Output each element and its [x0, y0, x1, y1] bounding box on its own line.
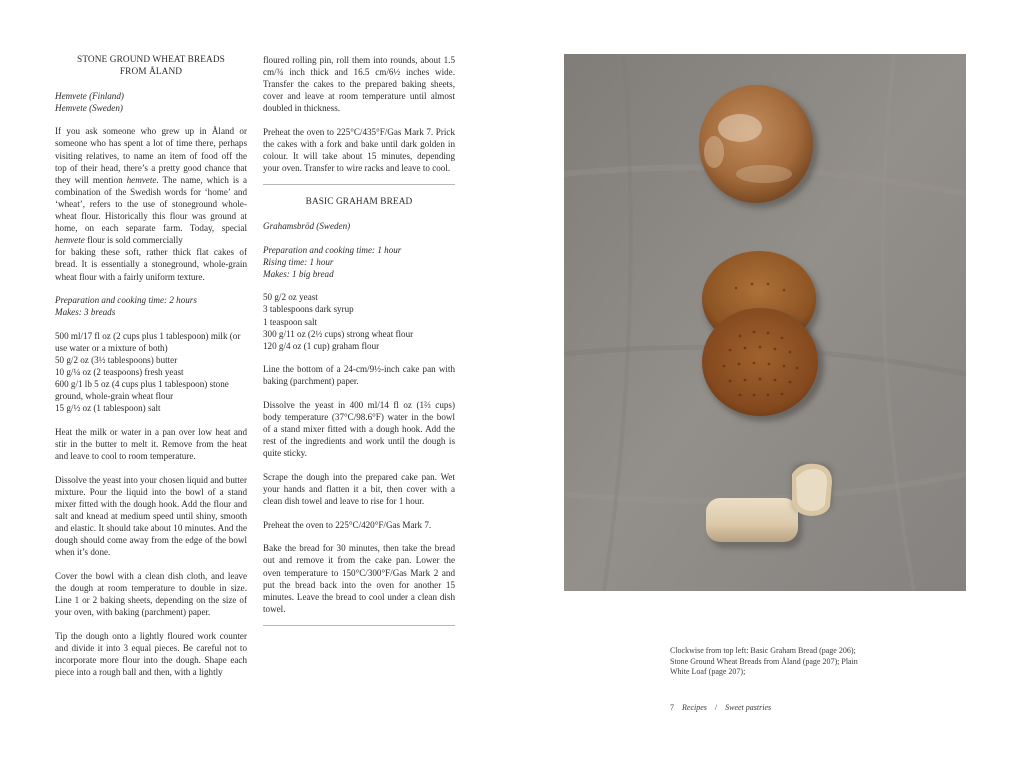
makes: Makes: 1 big bread [263, 268, 334, 279]
recipe-title-line2: FROM ÅLAND [119, 67, 183, 78]
method-step: Dissolve the yeast into your chosen liquid and butter mixture. Pour the liquid into the bowl of a stand mixer fitted with the dough hook. Add the flour and salt and knead at medium speed until shiny, smooth and elastic. It should take about 10 minutes. And the dough should come away from the edge of the bowl when it’s done. [55, 474, 247, 558]
ingredient-item: 50 g/2 oz yeast [263, 292, 318, 303]
footer-separator: / [714, 703, 718, 712]
intro-paragraph [55, 125, 247, 282]
method-step: Cover the bowl with a clean dish cloth, and leave the dough at room temperature to double in size. Line 1 or 2 baking sheets, depending on the size of your oven, with baking (parchment) paper. [55, 570, 247, 618]
ingredient-item: 50 g/2 oz (3½ tablespoons) butter [55, 354, 178, 365]
prep-time: Preparation and cooking time: 1 hour [263, 244, 402, 255]
ingredient-list [263, 291, 455, 351]
method-step: Heat the milk or water in a pan over low heat and stir in the butter to melt it. Remove from the heat and leave to cool to room temperature. [55, 426, 247, 462]
ingredient-item: 15 g/½ oz (1 tablespoon) salt [55, 403, 161, 414]
method-step: floured rolling pin, roll them into rounds, about 1.5 cm/¾ inch thick and 16.5 cm/6½ inches wide. Transfer the cakes to the prepared baking sheets, cover and leave at room temperature until almost doubled in thickness. [263, 55, 455, 114]
caption-line: Clockwise from top left: Basic Graham Bread (page 206); [670, 646, 856, 655]
name-sweden: Hemvete (Sweden) [55, 102, 123, 113]
ingredient-item: 300 g/11 oz (2½ cups) strong wheat flour [263, 328, 414, 339]
ingredient-list [55, 330, 247, 415]
method-step: Dissolve the yeast in 400 ml/14 fl oz (1⅔ cups) body temperature (37°C/98.6°F) water in the bowl of a stand mixer fitted with a dough hook. Add the rest of the ingredients and work until the dough is quite sticky. [263, 399, 455, 459]
bread-photo-illustration [564, 54, 966, 591]
intro-text-1: If you ask someone who grew up in Åland or someone who has spent a lot of time there, perhaps visiting relatives, to name an item of food off the top of their head, there’s a pretty good chance that they will mention [55, 126, 247, 185]
intro-text-4: for baking these soft, rather thick flat cakes of bread. It is essentially a stoneground, whole-grain wheat flour with a fairly uniform texture. [55, 247, 247, 282]
rising-time: Rising time: 1 hour [263, 256, 334, 267]
ingredient-item: 3 tablespoons dark syrup [263, 304, 354, 315]
prep-time: Preparation and cooking time: 2 hours [55, 295, 197, 306]
caption-line: Stone Ground Wheat Breads from Åland (page 207); Plain [670, 656, 858, 666]
intro-italic-word-2: hemvete [55, 235, 85, 246]
recipe-column-middle [263, 54, 455, 637]
photo-caption [670, 646, 880, 678]
recipe-title-line1: STONE GROUND WHEAT BREADS [77, 55, 225, 65]
name-finland: Hemvete (Finland) [55, 90, 124, 101]
intro-text-2: . The name, which is a combination of the Swedish words for ‘home’ and ‘wheat’, refers to the use of stoneground whole-wheat flour. Historically this flour was ground at home, on each separate farm. Today, special [55, 174, 247, 234]
page-footer [670, 703, 771, 712]
method-step: Scrape the dough into the prepared cake pan. Wet your hands and flatten it a bit, then cover with a clean dish towel and leave to rise for 1 hour. [263, 471, 455, 507]
method-step: Preheat the oven to 225°C/435°F/Gas Mark 7. Prick the cakes with a fork and bake until dark golden in colour. It will take about 15 minutes, depending your oven. Transfer to wire racks and leave to cool. [263, 126, 455, 174]
name-sweden: Grahamsbröd (Sweden) [263, 220, 351, 231]
method-step: Tip the dough onto a lightly floured work counter and divide it into 3 equal pieces. Be careful not to incorporate more flour into the dough. Shape each piece into a rough ball and then, with a lightly [55, 630, 247, 678]
bread-photo [564, 54, 966, 591]
intro-text-3: flour is sold commercially [84, 235, 183, 246]
recipe-alt-names [55, 90, 247, 114]
method-step: Line the bottom of a 24-cm/9½-inch cake pan with baking (parchment) paper. [263, 364, 455, 387]
method-step: Bake the bread for 30 minutes, then take the bread out and remove it from the cake pan. Lower the oven temperature to 150°C/300°F/Gas Mark 2 and put the bread back into the oven for another 15 minutes. Leave the bread to cool under a clean dish towel. [263, 543, 455, 614]
footer-section: Recipes [682, 703, 707, 712]
ingredient-item: 1 teaspoon salt [263, 316, 318, 327]
recipe-title: BASIC GRAHAM BREAD [305, 197, 413, 208]
makes: Makes: 3 breads [55, 307, 116, 318]
recipe-title [55, 54, 247, 78]
recipe-meta [55, 294, 247, 318]
recipe-column-left [55, 54, 247, 690]
section-divider [263, 625, 455, 626]
ingredient-item: 10 g/¼ oz (2 teaspoons) fresh yeast [55, 367, 184, 378]
hemvete-breads [702, 251, 824, 421]
footer-subsection: Sweet pastries [725, 703, 772, 712]
method-step: Preheat the oven to 225°C/420°F/Gas Mark 7. [263, 519, 432, 530]
intro-italic-word: hemvete [126, 174, 157, 185]
caption-line: White Loaf (page 207); [670, 667, 746, 677]
ingredient-item: 600 g/1 lb 5 oz (4 cups plus 1 tablespoon) stone ground, whole-grain wheat flour [55, 379, 229, 402]
page-number: 7 [670, 703, 674, 712]
recipe-meta [263, 244, 455, 280]
section-divider [263, 184, 455, 185]
ingredient-item: 500 ml/17 fl oz (2 cups plus 1 tablespoon) milk (or use water or a mixture of both) [55, 330, 241, 353]
ingredient-item: 120 g/4 oz (1 cup) graham flour [263, 340, 380, 351]
